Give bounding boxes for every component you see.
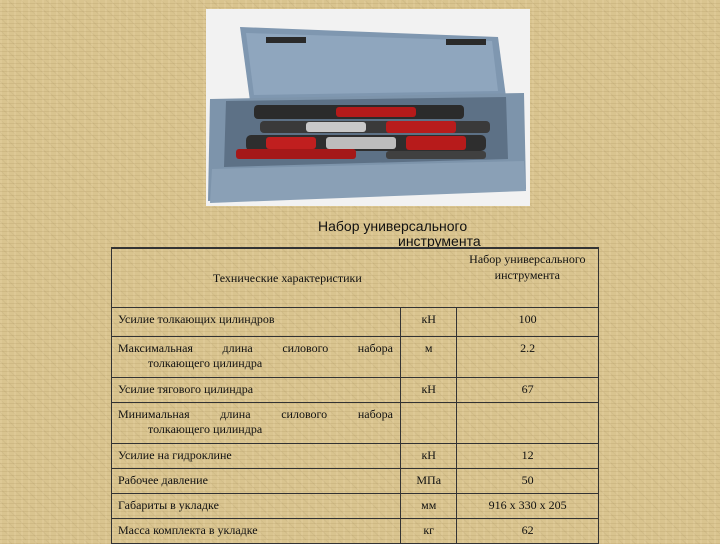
- row-name: [112, 403, 401, 444]
- row-unit: м: [401, 337, 457, 378]
- row-name-line-2: толкающего цилиндра: [148, 422, 263, 436]
- row-value: 2.2: [457, 337, 599, 378]
- toolkit-case-illustration: [206, 9, 530, 206]
- row-name-line-1: Минимальная длина силового набора: [118, 407, 393, 421]
- row-unit: МПа: [401, 469, 457, 494]
- row-value: 916 х 330 х 205: [457, 494, 599, 519]
- table-row: [112, 469, 599, 494]
- table-row: [112, 378, 599, 403]
- table-row: [112, 444, 599, 469]
- row-name: Рабочее давление: [112, 469, 401, 494]
- row-unit: мм: [401, 494, 457, 519]
- row-value: [457, 403, 599, 444]
- row-unit: кН: [401, 444, 457, 469]
- header-characteristics: Технические характеристики: [212, 271, 362, 285]
- row-name: Усилие на гидроклине: [112, 444, 401, 469]
- table-row: [112, 308, 599, 337]
- photo-caption: [318, 219, 524, 249]
- row-name-line-2: толкающего цилиндра: [148, 356, 263, 370]
- row-unit: [401, 403, 457, 444]
- row-name: Масса комплекта в укладке: [112, 519, 401, 544]
- row-value: 62: [457, 519, 599, 544]
- product-photo: [206, 9, 530, 206]
- row-unit: кг: [401, 519, 457, 544]
- row-value: 100: [457, 308, 599, 337]
- table-row: [112, 337, 599, 378]
- row-name: Габариты в укладке: [112, 494, 401, 519]
- table-header-row: [112, 248, 599, 308]
- caption-line-2: инструмента: [398, 233, 481, 249]
- header-kit: Набор универсального инструмента: [469, 252, 586, 282]
- row-name-line-1: Максимальная длина силового набора: [118, 341, 393, 355]
- row-value: 12: [457, 444, 599, 469]
- caption-line-1: Набор универсального: [318, 218, 468, 234]
- row-unit: кН: [401, 308, 457, 337]
- row-name: Усилие толкающих цилиндров: [112, 308, 401, 337]
- row-value: 67: [457, 378, 599, 403]
- row-value: 50: [457, 469, 599, 494]
- table-row: [112, 403, 599, 444]
- row-name: [112, 337, 401, 378]
- row-name: Усилие тягового цилиндра: [112, 378, 401, 403]
- table-row: [112, 494, 599, 519]
- row-unit: кН: [401, 378, 457, 403]
- specifications-table: [111, 247, 599, 544]
